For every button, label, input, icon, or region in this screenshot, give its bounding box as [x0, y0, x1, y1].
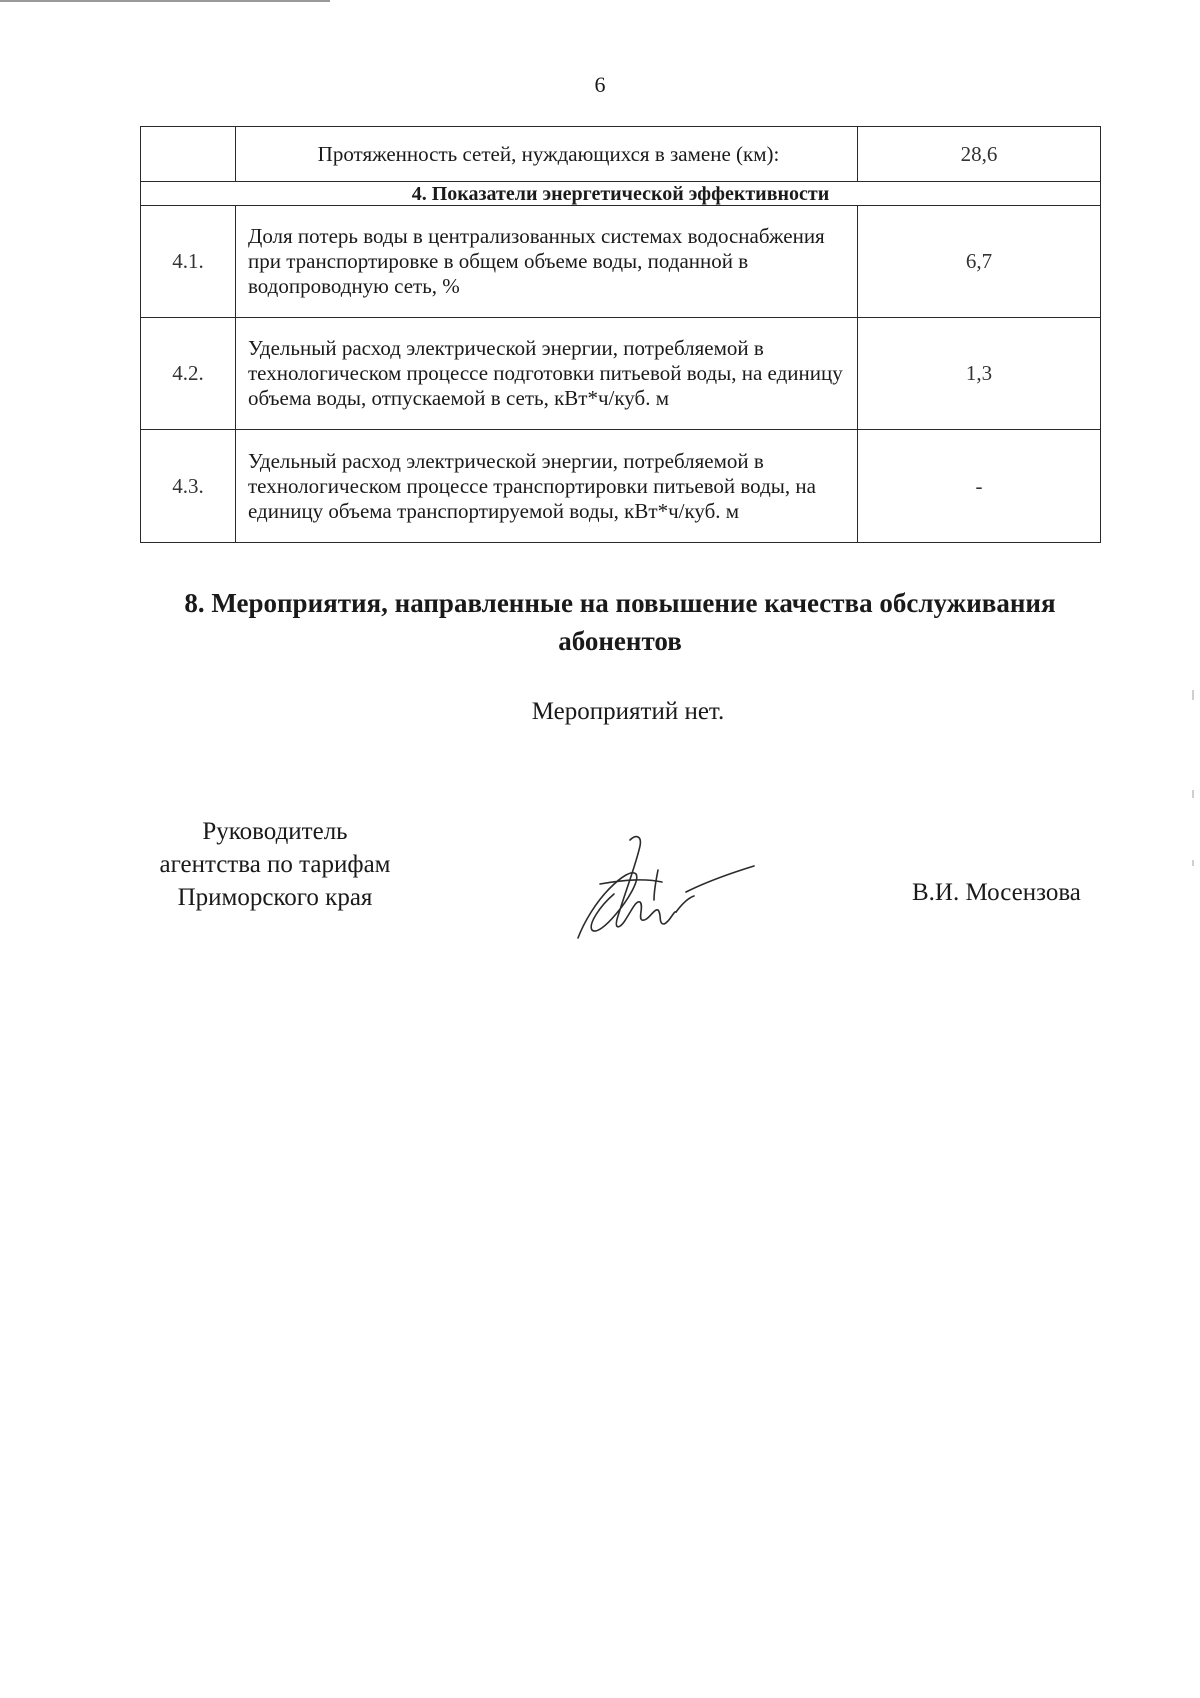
scan-artifact — [1192, 690, 1194, 700]
indicator-name-cell: Доля потерь воды в централизованных системах водоснабжения при транспортировке в общем объеме воды, поданной в водопроводную сеть, % — [236, 206, 858, 318]
indicator-value-cell: 28,6 — [858, 127, 1101, 182]
table-row — [141, 430, 1101, 543]
scan-artifact — [1192, 860, 1194, 866]
section-8-body: Мероприятий нет. — [531, 698, 725, 725]
scan-top-rule — [0, 0, 330, 2]
indicator-name-cell: Удельный расход электрической энергии, потребляемой в технологическом процессе подготовки питьевой воды, на единицу объема воды, отпускаемой в сеть, кВт*ч/куб. м — [236, 318, 858, 430]
section-title-cell: 4. Показатели энергетической эффективности — [141, 182, 1101, 206]
table-section-row — [141, 182, 1101, 206]
signer-title-line: агентства по тарифам — [159, 851, 391, 878]
row-number-cell: 4.1. — [141, 206, 236, 318]
scan-artifact — [1192, 790, 1194, 798]
indicator-name-cell: Удельный расход электрической энергии, потребляемой в технологическом процессе транспортировки питьевой воды, на единицу объема транспортируемой воды, кВт*ч/куб. м — [236, 430, 858, 543]
table-row — [141, 206, 1101, 318]
signer-name: В.И. Мосензова — [912, 879, 1081, 906]
indicator-name-cell: Протяженность сетей, нуждающихся в замене (км): — [236, 127, 858, 182]
row-number-cell — [141, 127, 236, 182]
indicator-value-cell: - — [858, 430, 1101, 543]
row-number-cell: 4.2. — [141, 318, 236, 430]
handwritten-signature — [570, 830, 760, 945]
signer-title-line: Руководитель — [202, 818, 348, 845]
page-number: 6 — [594, 72, 606, 97]
signer-title — [130, 815, 420, 914]
indicator-value-cell: 1,3 — [858, 318, 1101, 430]
signer-title-line: Приморского края — [177, 884, 373, 911]
indicator-value-cell: 6,7 — [858, 206, 1101, 318]
section-8-heading: 8. Мероприятия, направленные на повышение качества обслуживания абонентов — [184, 588, 1056, 656]
table-row — [141, 318, 1101, 430]
table-row — [141, 127, 1101, 182]
indicators-table — [140, 126, 1101, 543]
row-number-cell: 4.3. — [141, 430, 236, 543]
